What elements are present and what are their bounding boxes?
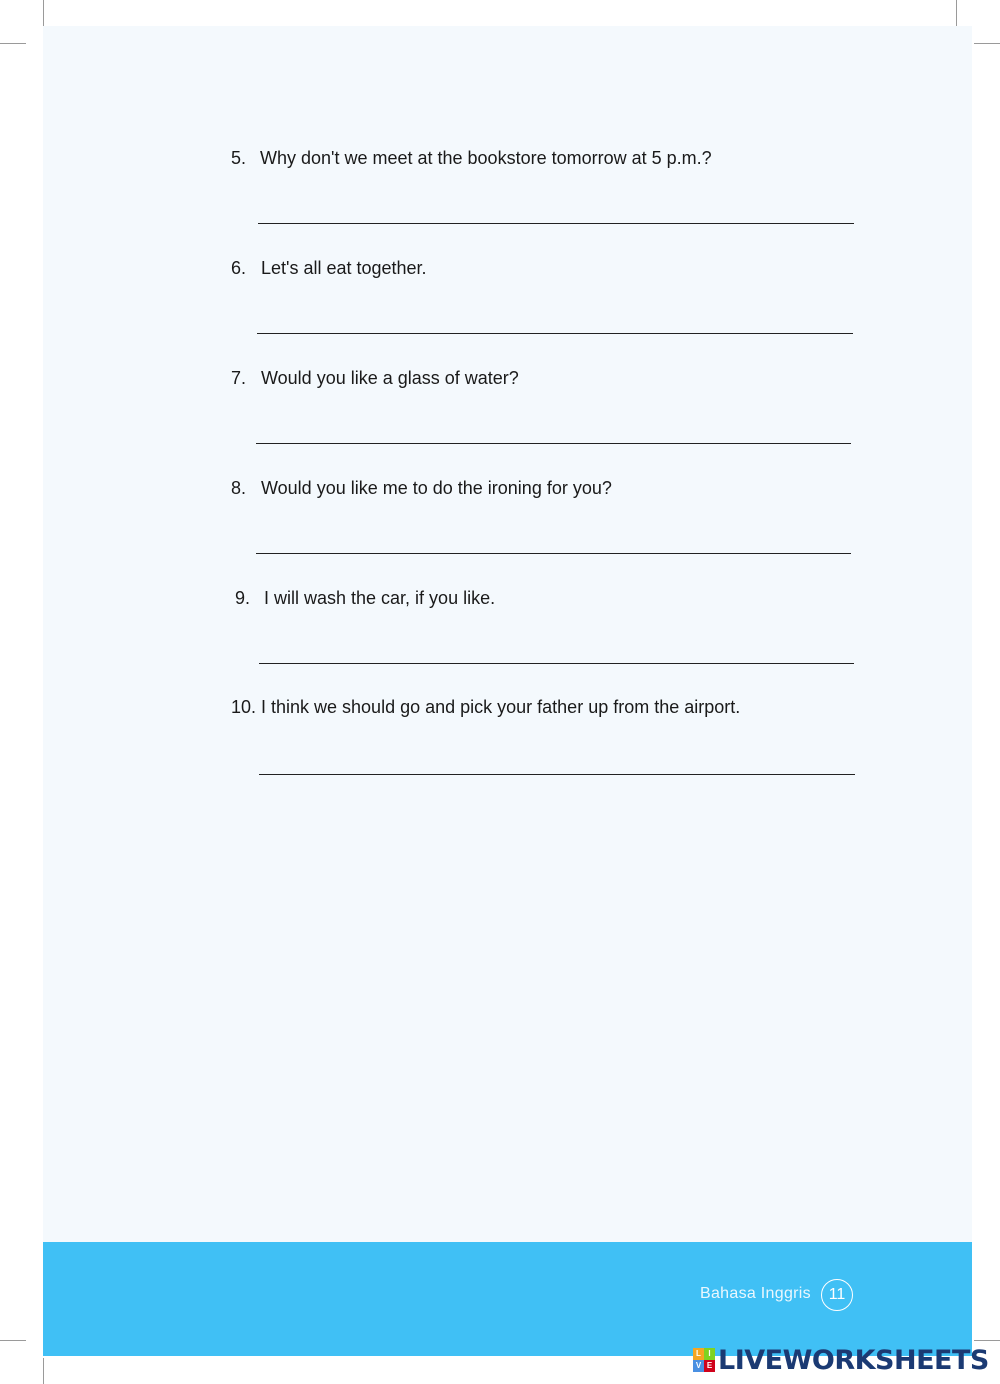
question-text: I think we should go and pick your father up from the airport. [261, 697, 741, 717]
logo-tile: V [693, 1360, 704, 1372]
question-text: Would you like me to do the ironing for you? [261, 478, 612, 498]
question-number: 6. [231, 258, 247, 278]
crop-mark [974, 43, 1000, 44]
answer-field[interactable] [257, 310, 853, 334]
crop-mark [974, 1340, 1000, 1341]
liveworksheets-brand[interactable] [693, 1344, 989, 1376]
page-number: 11 [821, 1279, 853, 1311]
logo-tile: L [693, 1348, 704, 1360]
question-number: 5. [231, 148, 247, 168]
question-item [231, 368, 519, 389]
logo-tile: I [704, 1348, 715, 1360]
crop-mark [43, 0, 44, 26]
question-number: 9. [235, 588, 251, 608]
answer-field[interactable] [259, 640, 854, 664]
logo-tile: E [704, 1360, 715, 1372]
crop-mark [0, 43, 26, 44]
question-item [231, 478, 612, 499]
question-number: 10. [231, 697, 257, 717]
crop-mark [956, 0, 957, 26]
question-text: Would you like a glass of water? [261, 368, 519, 388]
question-number: 7. [231, 368, 247, 388]
question-item [231, 697, 740, 718]
question-item [231, 148, 712, 169]
question-text: I will wash the car, if you like. [264, 588, 496, 608]
brand-name: LIVEWORKSHEETS [718, 1344, 989, 1376]
footer-subject: Bahasa Inggris [700, 1285, 811, 1302]
worksheet-page [43, 26, 972, 1356]
question-text: Let's all eat together. [261, 258, 427, 278]
crop-mark [43, 1358, 44, 1384]
crop-mark [0, 1340, 26, 1341]
answer-field[interactable] [256, 420, 851, 444]
liveworksheets-logo-icon [693, 1348, 715, 1372]
answer-field[interactable] [256, 530, 851, 554]
question-text: Why don't we meet at the bookstore tomorrow at 5 p.m.? [260, 148, 712, 168]
answer-field[interactable] [259, 751, 855, 775]
question-number: 8. [231, 478, 247, 498]
question-item [235, 588, 495, 609]
question-item [231, 258, 427, 279]
answer-field[interactable] [258, 200, 854, 224]
